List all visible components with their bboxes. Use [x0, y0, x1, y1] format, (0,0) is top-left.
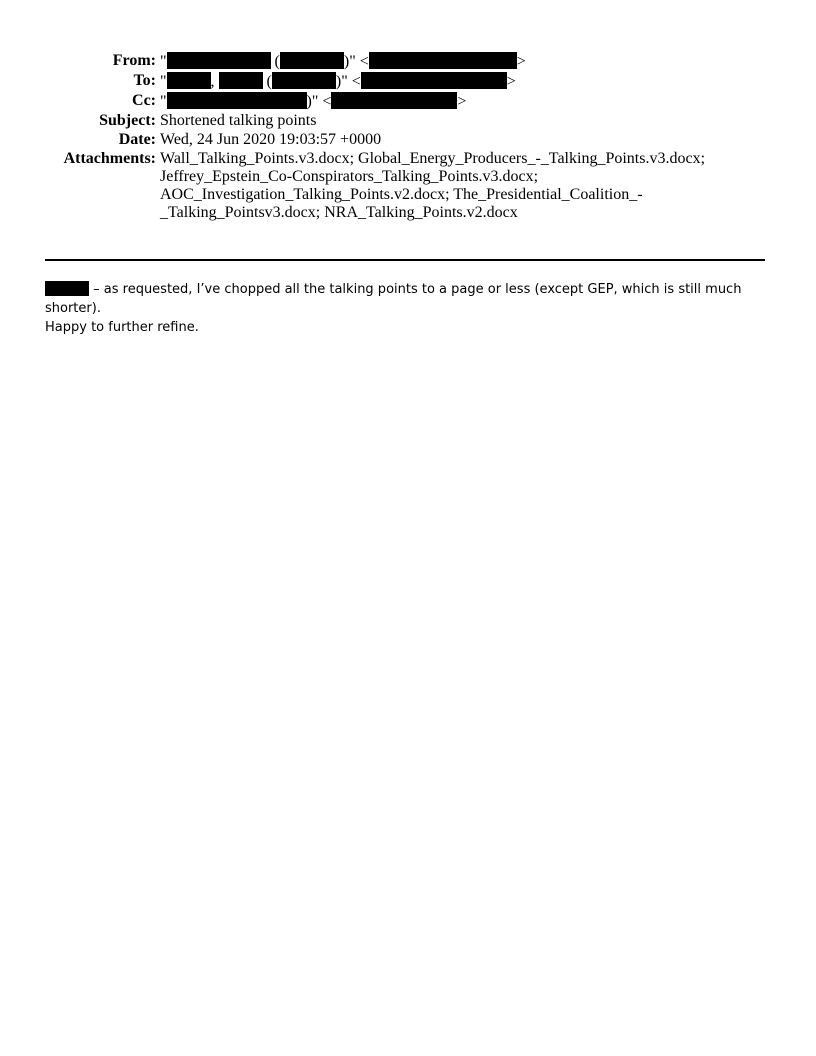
body-line: Happy to further refine.	[45, 320, 199, 335]
redaction-box	[272, 72, 336, 89]
email-body	[45, 280, 775, 337]
redaction-box	[280, 52, 344, 69]
redaction-box	[219, 72, 263, 89]
attachments-line: AOC_Investigation_Talking_Points.v2.docx; The_Presidential_Coalition_-	[160, 186, 643, 203]
attachments-row	[0, 150, 816, 222]
attachments-line: Wall_Talking_Points.v3.docx; Global_Energy_Producers_-_Talking_Points.v3.docx;	[160, 150, 706, 167]
email-header	[0, 52, 816, 223]
redaction-box	[331, 92, 457, 109]
redaction-box	[369, 52, 517, 69]
cc-value: " )" < >	[160, 93, 467, 110]
from-label: From:	[112, 52, 156, 69]
from-value: " ( )" < >	[160, 53, 526, 70]
date-value: Wed, 24 Jun 2020 19:03:57 +0000	[160, 131, 382, 148]
to-row	[0, 72, 816, 91]
cc-label: Cc:	[132, 92, 156, 109]
from-row	[0, 52, 816, 71]
redaction-box	[167, 52, 271, 69]
to-value: " , ( )" < >	[160, 73, 516, 90]
attachments-line: Jeffrey_Epstein_Co-Conspirators_Talking_Points.v3.docx;	[160, 168, 539, 185]
date-row	[0, 131, 816, 149]
header-divider	[45, 259, 765, 261]
body-line-text: – as requested, I’ve chopped all the talking points to a page or less (except GEP, which is still much shorter).	[45, 282, 742, 316]
to-label: To:	[133, 72, 156, 89]
attachments-line: _Talking_Pointsv3.docx; NRA_Talking_Points.v2.docx	[160, 204, 518, 221]
redaction-box	[167, 72, 211, 89]
subject-row	[0, 112, 816, 130]
body-line	[45, 280, 775, 318]
date-label: Date:	[118, 131, 156, 148]
attachments-label: Attachments:	[63, 150, 156, 167]
redaction-box	[361, 72, 507, 89]
attachments-value	[160, 150, 750, 222]
cc-row	[0, 92, 816, 111]
subject-value: Shortened talking points	[160, 112, 317, 129]
redaction-box	[45, 281, 89, 296]
subject-label: Subject:	[99, 112, 156, 129]
redaction-box	[167, 92, 307, 109]
